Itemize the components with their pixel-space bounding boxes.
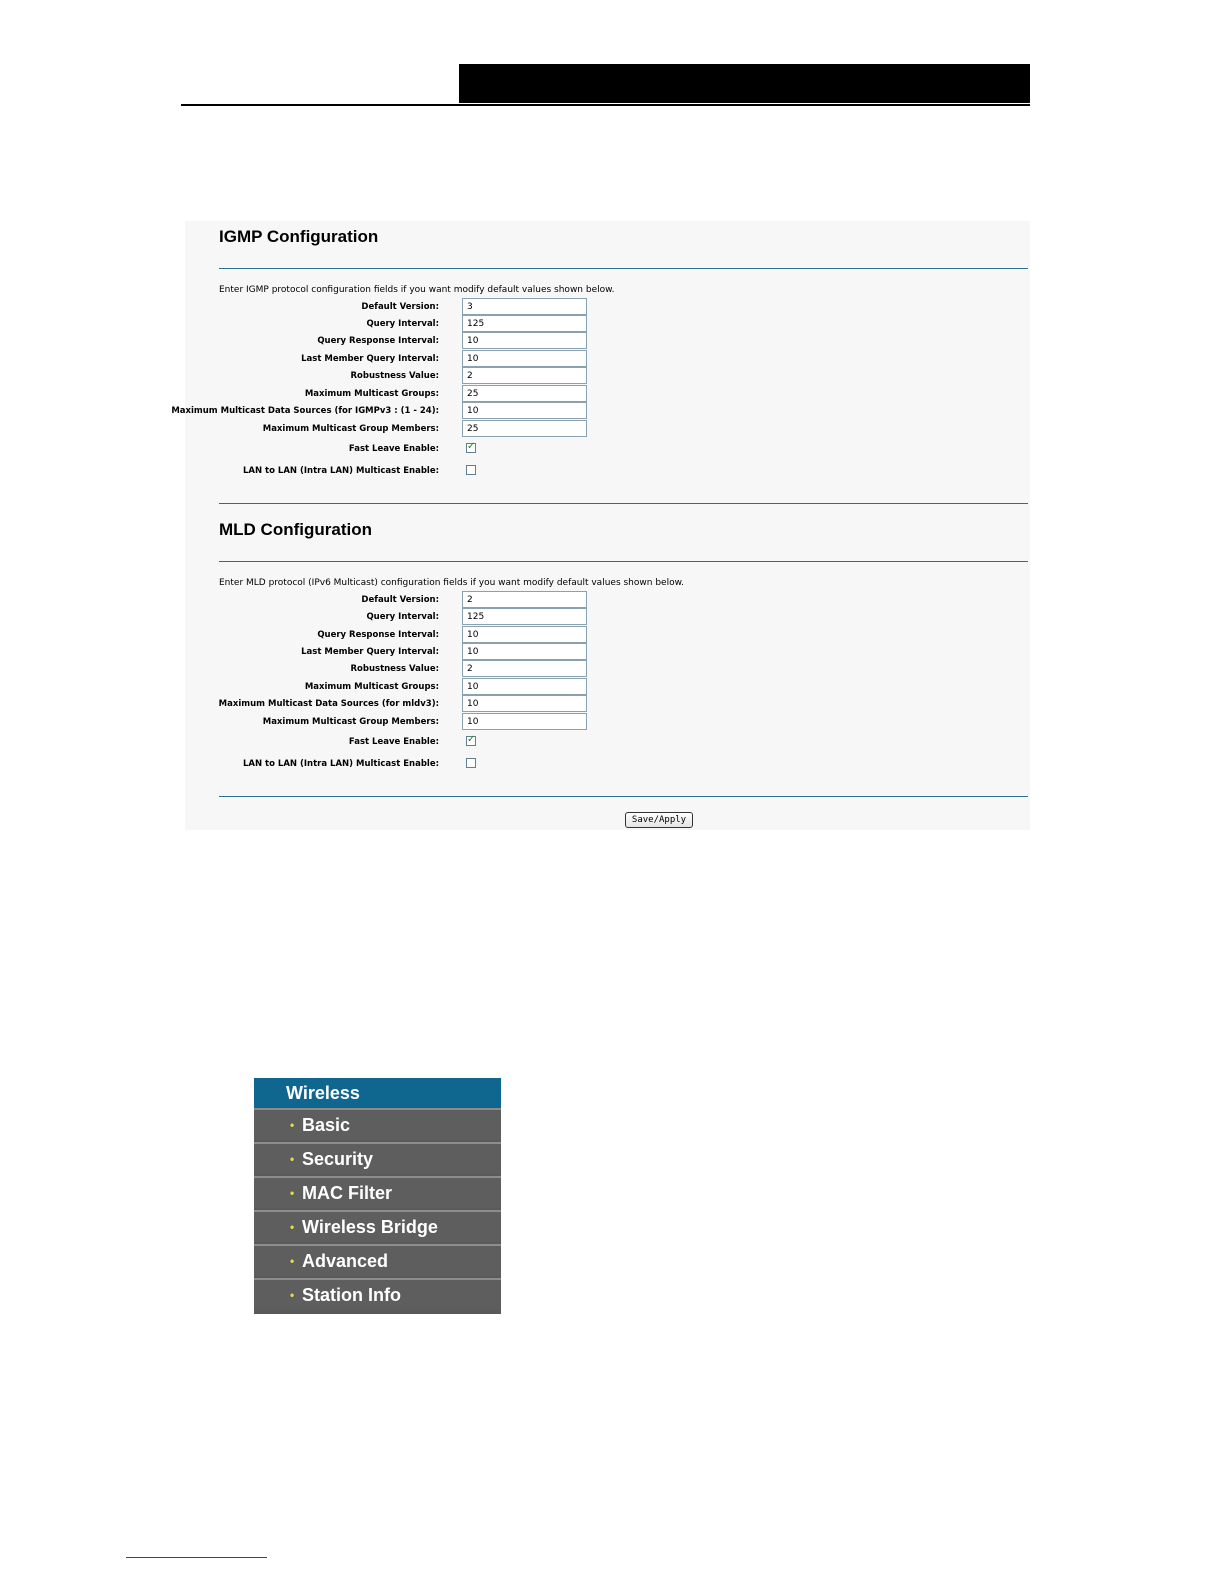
igmp-query-response-interval-input[interactable] <box>462 332 587 349</box>
igmp-max-data-sources-input[interactable] <box>462 402 587 419</box>
save-apply-button[interactable]: Save/Apply <box>625 812 693 828</box>
bullet-icon: • <box>290 1118 295 1132</box>
igmp-fast-leave-row <box>190 440 610 457</box>
checkmark-icon: ✓ <box>467 734 476 745</box>
mld-max-group-members-row <box>190 713 610 730</box>
mld-query-interval-row <box>190 608 610 625</box>
field-label: LAN to LAN (Intra LAN) Multicast Enable: <box>242 466 439 476</box>
menu-item-advanced[interactable] <box>254 1244 501 1276</box>
mld-bottom-divider <box>219 796 1028 797</box>
igmp-default-version-input[interactable] <box>462 298 587 315</box>
menu-item-security[interactable] <box>254 1142 501 1174</box>
igmp-bottom-divider <box>219 503 1028 504</box>
field-label: Query Response Interval: <box>317 336 439 346</box>
menu-item-label: Advanced <box>302 1251 389 1271</box>
field-label: Default Version: <box>361 595 439 605</box>
menu-item-basic[interactable] <box>254 1108 501 1140</box>
bullet-icon: • <box>290 1186 295 1200</box>
menu-item-station-info[interactable] <box>254 1278 501 1310</box>
field-label: Maximum Multicast Group Members: <box>262 424 439 434</box>
menu-item-label: Basic <box>302 1115 351 1135</box>
field-label: Default Version: <box>361 302 439 312</box>
field-label: Maximum Multicast Data Sources (for IGMPv3 : (1 - 24): <box>171 406 439 416</box>
mld-robustness-value-row <box>190 660 610 677</box>
wireless-menu <box>254 1078 501 1314</box>
igmp-lan-to-lan-row <box>190 462 610 479</box>
menu-item-label: Station Info <box>302 1285 401 1305</box>
field-label: Query Response Interval: <box>317 630 439 640</box>
mld-section-title: MLD Configuration <box>219 520 372 539</box>
field-label: Robustness Value: <box>350 664 439 674</box>
header-rule <box>181 104 1030 106</box>
field-label: LAN to LAN (Intra LAN) Multicast Enable: <box>242 759 439 769</box>
igmp-section-title: IGMP Configuration <box>219 227 379 246</box>
mld-lan-to-lan-checkbox[interactable] <box>466 758 476 768</box>
igmp-max-group-members-row <box>190 420 610 437</box>
mld-max-data-sources-row <box>190 695 610 712</box>
mld-default-version-input[interactable] <box>462 591 587 608</box>
igmp-top-divider <box>219 268 1028 269</box>
field-label: Query Interval: <box>366 612 439 622</box>
mld-robustness-value-input[interactable] <box>462 660 587 677</box>
igmp-default-version-row <box>190 298 610 315</box>
igmp-query-response-interval-row <box>190 332 610 349</box>
mld-query-response-interval-input[interactable] <box>462 626 587 643</box>
mld-last-member-query-interval-row <box>190 643 610 660</box>
menu-header-wireless[interactable]: Wireless <box>254 1078 501 1108</box>
mld-fast-leave-checkbox[interactable] <box>466 736 476 746</box>
mld-top-divider <box>219 561 1028 562</box>
footer-link-rule <box>126 1557 267 1558</box>
mld-description: Enter MLD protocol (IPv6 Multicast) configuration fields if you want modify default values shown below. <box>219 578 684 588</box>
bullet-icon: • <box>290 1254 295 1268</box>
igmp-max-data-sources-row <box>171 402 610 419</box>
mld-lan-to-lan-row <box>190 755 610 772</box>
menu-item-label: Wireless Bridge <box>302 1217 438 1237</box>
bullet-icon: • <box>290 1152 295 1166</box>
mld-max-data-sources-input[interactable] <box>462 695 587 712</box>
field-label: Robustness Value: <box>350 371 439 381</box>
menu-item-label: Security <box>302 1149 374 1169</box>
igmp-query-interval-row <box>190 315 610 332</box>
field-label: Maximum Multicast Data Sources (for mldv3): <box>218 699 439 709</box>
igmp-lan-to-lan-checkbox[interactable] <box>466 465 476 475</box>
field-label: Maximum Multicast Group Members: <box>262 717 439 727</box>
field-label: Last Member Query Interval: <box>301 647 439 657</box>
mld-default-version-row <box>190 591 610 608</box>
igmp-robustness-value-row <box>190 367 610 384</box>
header-bar <box>459 64 1030 103</box>
igmp-description: Enter IGMP protocol configuration fields if you want modify default values shown below. <box>219 285 615 295</box>
mld-last-member-query-interval-input[interactable] <box>462 643 587 660</box>
menu-item-label: MAC Filter <box>302 1183 392 1203</box>
field-label: Maximum Multicast Groups: <box>304 389 439 399</box>
igmp-max-group-members-input[interactable] <box>462 420 587 437</box>
igmp-last-member-query-interval-input[interactable] <box>462 350 587 367</box>
igmp-max-multicast-groups-input[interactable] <box>462 385 587 402</box>
mld-query-response-interval-row <box>190 626 610 643</box>
igmp-query-interval-input[interactable] <box>462 315 587 332</box>
mld-max-multicast-groups-row <box>190 678 610 695</box>
mld-query-interval-input[interactable] <box>462 608 587 625</box>
bullet-icon: • <box>290 1220 295 1234</box>
field-label: Maximum Multicast Groups: <box>304 682 439 692</box>
igmp-fast-leave-checkbox[interactable] <box>466 443 476 453</box>
menu-item-wireless-bridge[interactable] <box>254 1210 501 1242</box>
checkmark-icon: ✓ <box>467 441 476 452</box>
mld-max-group-members-input[interactable] <box>462 713 587 730</box>
field-label: Query Interval: <box>366 319 439 329</box>
menu-item-mac-filter[interactable] <box>254 1176 501 1208</box>
igmp-max-multicast-groups-row <box>190 385 610 402</box>
igmp-last-member-query-interval-row <box>190 350 610 367</box>
bullet-icon: • <box>290 1288 295 1302</box>
mld-max-multicast-groups-input[interactable] <box>462 678 587 695</box>
field-label: Last Member Query Interval: <box>301 354 439 364</box>
field-label: Fast Leave Enable: <box>348 444 439 454</box>
field-label: Fast Leave Enable: <box>348 737 439 747</box>
igmp-robustness-value-input[interactable] <box>462 367 587 384</box>
mld-fast-leave-row <box>190 733 610 750</box>
